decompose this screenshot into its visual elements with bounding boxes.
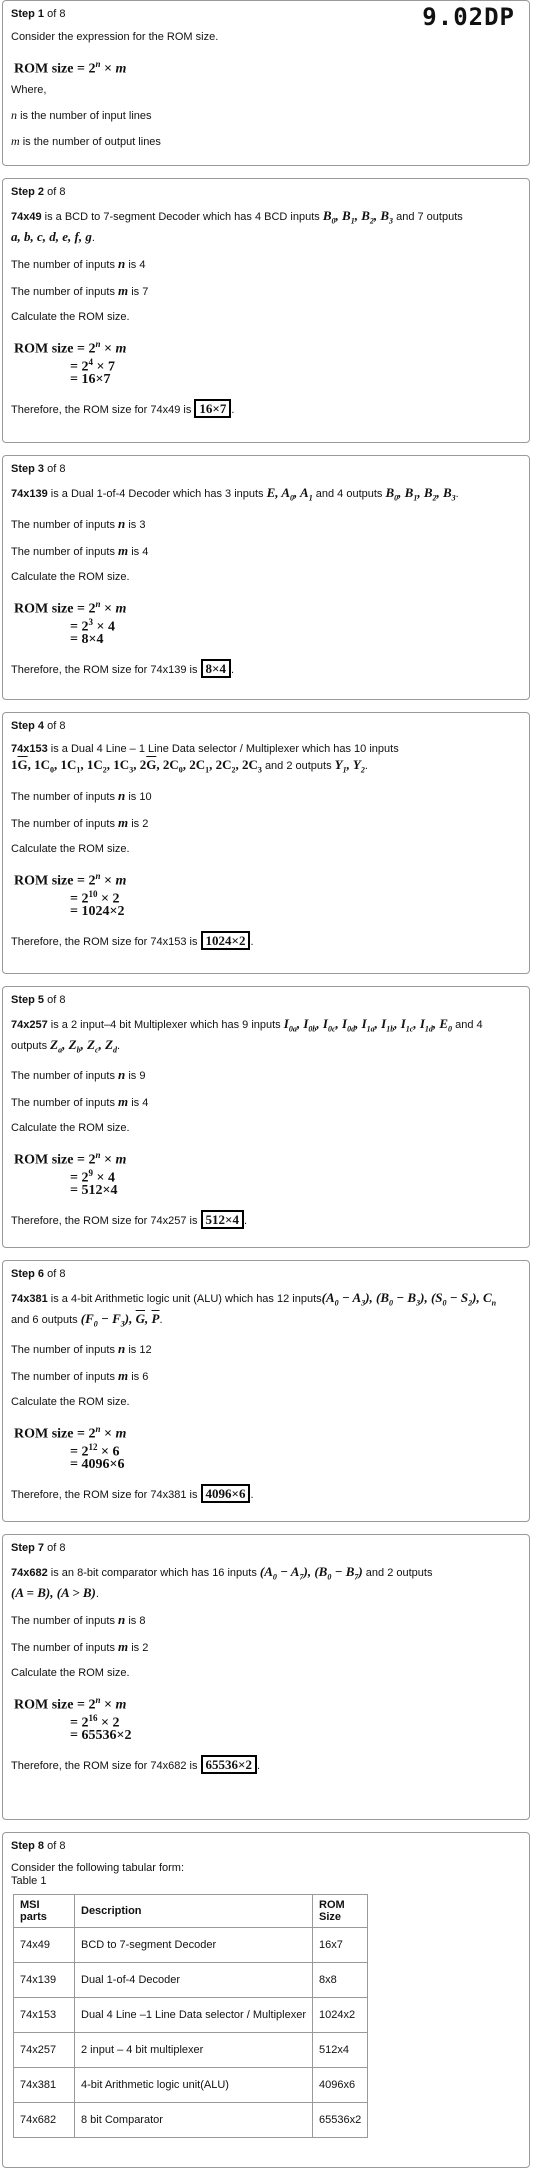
step-4-card [2, 712, 530, 974]
step-1-intro: Consider the expression for the ROM size. [11, 31, 219, 43]
table-row [14, 2033, 368, 2068]
step-5-calc: Calculate the ROM size. [11, 1122, 130, 1135]
step-5-result: Therefore, the ROM size for 74x257 is 512×4 . [11, 1212, 248, 1228]
m-definition: m is the number of output lines [11, 134, 161, 148]
table-row [14, 1998, 368, 2033]
cell-description: Dual 1-of-4 Decoder [75, 1963, 313, 1998]
step-6-formula: ROM size = $2^n \times m$ = $2^{12} \times 6$ = 4096×6 [14, 1424, 127, 1473]
step-2-m: The number of inputs m is 7 [11, 282, 149, 298]
cell-description: 2 input – 4 bit multiplexer [75, 2033, 313, 2068]
step-5-card [2, 986, 530, 1248]
step-7-n: The number of inputs n is 8 [11, 1611, 146, 1627]
watermark: 9.02DP [422, 3, 515, 31]
step-5-n: The number of inputs n is 9 [11, 1067, 146, 1083]
rom-size-table [13, 1894, 368, 2138]
step-7-calc: Calculate the ROM size. [11, 1666, 130, 1679]
step-7-m: The number of inputs m is 2 [11, 1638, 149, 1654]
cell-description: BCD to 7-segment Decoder [75, 1928, 313, 1963]
cell-rom: 16x7 [313, 1928, 368, 1963]
step-4-n: The number of inputs n is 10 [11, 787, 152, 803]
step-3-card [2, 455, 530, 700]
step-7-formula: ROM size = $2^n \times m$ = $2^{16} \times 2$ = 65536×2 [14, 1694, 132, 1743]
step-4-description: 74x153 is a Dual 4 Line – 1 Line Data selector / Multiplexer which has 10 inputs $1\overline{G}$, $1C_0$, $1C_1$, $1C_2$, $1C_3$, $2\overline{G}$, $2C_0$, $2C_1$, $2C_2$, $2C_3$ and 2 outputs $Y_1$, $Y_2$. [11, 743, 399, 775]
step-5-description: 74x257 is a 2 input–4 bit Multiplexer which has 9 inputs $I_{0a}$, $I_{0b}$, $I_{0c}$, $I_{0d}$, $I_{1a}$, $I_{1b}$, $I_{1c}$, $I_{1d}$, $E_0$ and 4 outputs $Z_a$, $Z_b$, $Z_c$, $Z_d$. [11, 1016, 483, 1055]
cell-part: 74x153 [14, 1998, 75, 2033]
step-4-result: Therefore, the ROM size for 74x153 is 1024×2 . [11, 932, 254, 948]
step-6-calc: Calculate the ROM size. [11, 1396, 130, 1409]
cell-rom: 65536x2 [313, 2103, 368, 2138]
step-4-formula: ROM size = $2^n \times m$ = $2^{10} \times 2$ = 1024×2 [14, 870, 127, 919]
step-8-card [2, 1832, 530, 2168]
step-3-result: Therefore, the ROM size for 74x139 is 8×4 . [11, 660, 235, 676]
step-5-formula: ROM size = $2^n \times m$ = $2^9 \times 4$ = 512×4 [14, 1150, 127, 1199]
cell-part: 74x381 [14, 2068, 75, 2103]
cell-part: 74x49 [14, 1928, 75, 1963]
step-2-calc: Calculate the ROM size. [11, 310, 130, 323]
cell-description: Dual 4 Line –1 Line Data selector / Multiplexer [75, 1998, 313, 2033]
step-4-header: Step 4 of 8 [11, 720, 66, 732]
step-1-header: Step 1 of 8 [11, 8, 66, 20]
step-1-card [2, 0, 530, 166]
cell-rom: 8x8 [313, 1963, 368, 1998]
step-8-header: Step 8 of 8 [11, 1840, 66, 1852]
table-row [14, 2068, 368, 2103]
cell-part: 74x139 [14, 1963, 75, 1998]
step-7-header: Step 7 of 8 [11, 1542, 66, 1554]
cell-part: 74x257 [14, 2033, 75, 2068]
step-3-n: The number of inputs n is 3 [11, 515, 146, 531]
step-2-n: The number of inputs n is 4 [11, 255, 146, 271]
step-3-header: Step 3 of 8 [11, 463, 66, 475]
table-header-row [14, 1895, 368, 1928]
step-4-m: The number of inputs m is 2 [11, 814, 149, 830]
step-6-result: Therefore, the ROM size for 74x381 is 4096×6 . [11, 1486, 254, 1502]
step-4-calc: Calculate the ROM size. [11, 842, 130, 855]
step-2-result: Therefore, the ROM size for 74x49 is 16×7 . [11, 400, 235, 416]
cell-description: 8 bit Comparator [75, 2103, 313, 2138]
step-5-m: The number of inputs m is 4 [11, 1094, 149, 1110]
table-row [14, 1963, 368, 1998]
table-row [14, 1928, 368, 1963]
step-6-n: The number of inputs n is 12 [11, 1341, 152, 1357]
step-2-description: 74x49 is a BCD to 7-segment Decoder which has 4 BCD inputs $B_0$, $B_1$, $B_2$, $B_3$ and 7 outputs a, b, c, d, e, f, g. [11, 208, 463, 244]
cell-rom: 4096x6 [313, 2068, 368, 2103]
step-2-card [2, 178, 530, 443]
cell-description: 4-bit Arithmetic logic unit(ALU) [75, 2068, 313, 2103]
step-8-intro: Consider the following tabular form: [11, 1862, 185, 1874]
step-7-result: Therefore, the ROM size for 74x682 is 65536×2 . [11, 1756, 261, 1772]
col-header-description: Description [75, 1895, 313, 1928]
col-header-rom: ROM Size [313, 1895, 368, 1928]
step-6-description: 74x381 is a 4-bit Arithmetic logic unit (ALU) which has 12 $inputs(A_0 - A_3)$, $(B_0 - B_3)$, $(S_0 - S_2)$, $C_n$ and 6 outputs $(F_0 - F_3)$, $\overline{G}$, $\overline{P}$. [11, 1290, 497, 1329]
table-title: Table 1 [11, 1875, 47, 1887]
step-2-header: Step 2 of 8 [11, 186, 66, 198]
col-header-parts: MSI parts [14, 1895, 75, 1928]
cell-part: 74x682 [14, 2103, 75, 2138]
cell-rom: 512x4 [313, 2033, 368, 2068]
step-5-header: Step 5 of 8 [11, 994, 66, 1006]
where-label: Where, [11, 84, 47, 96]
step-3-m: The number of inputs m is 4 [11, 542, 149, 558]
step-3-calc: Calculate the ROM size. [11, 570, 130, 583]
cell-rom: 1024x2 [313, 1998, 368, 2033]
step-6-m: The number of inputs m is 6 [11, 1368, 149, 1384]
rom-formula: ROM size = $2^n \times m$ [14, 59, 127, 77]
table-row [14, 2103, 368, 2138]
step-7-description: 74x682 is an 8-bit comparator which has 16 inputs $(A_0 - A_7)$, $(B_0 - B_7)$ and 2 outputs (A = B), (A > B). [11, 1564, 433, 1600]
step-7-card [2, 1534, 530, 1820]
step-2-formula: ROM size = $2^n \times m$ = $2^4 \times 7$ = 16×7 [14, 338, 127, 387]
step-6-header: Step 6 of 8 [11, 1268, 66, 1280]
step-3-description: 74x139 is a Dual 1-of-4 Decoder which has 3 inputs E, $A_0$, $A_1$ and 4 outputs $B_0$, $B_1$, $B_2$, $B_3$. [11, 485, 459, 503]
step-6-card [2, 1260, 530, 1522]
n-definition: n is the number of input lines [11, 108, 152, 122]
step-3-formula: ROM size = $2^n \times m$ = $2^3 \times 4$ = 8×4 [14, 598, 127, 647]
